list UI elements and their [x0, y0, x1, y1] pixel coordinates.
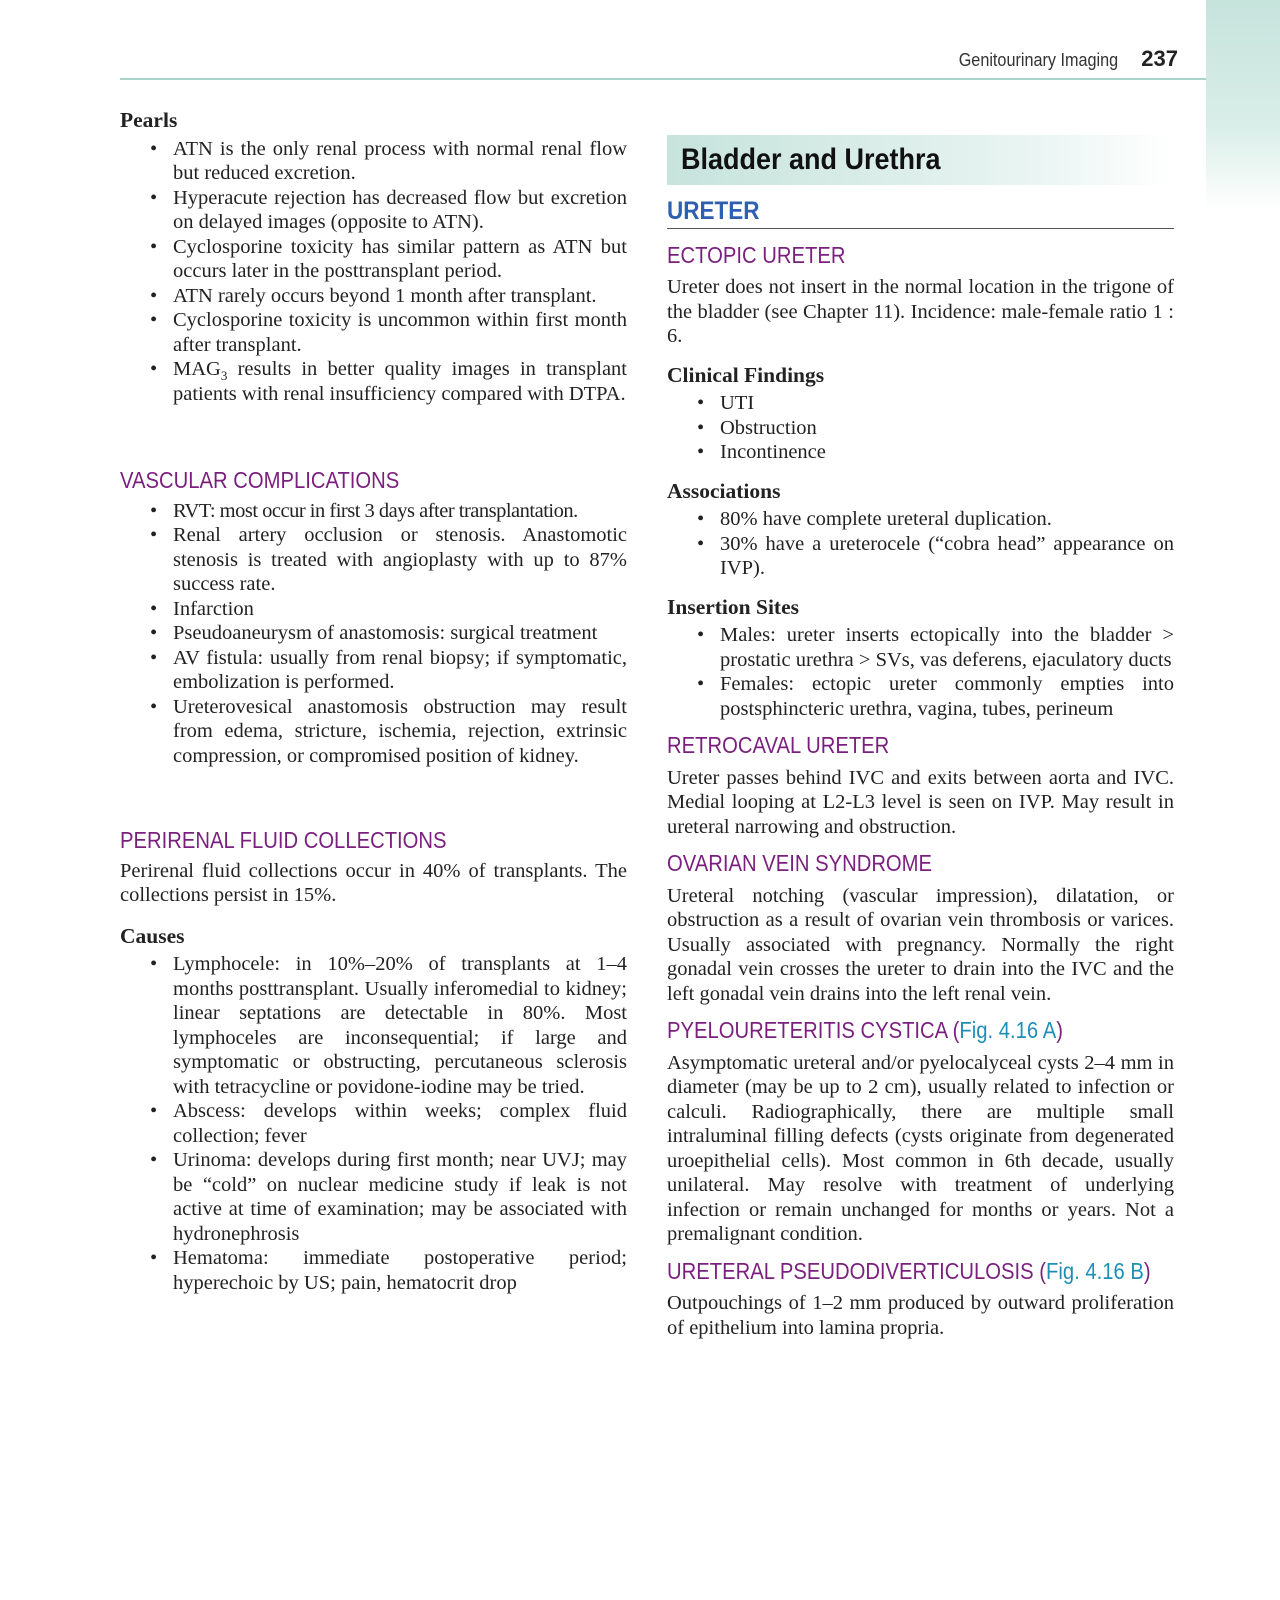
list-item: • 30% have a ureterocele (“cobra head” appearance on IVP).: [720, 532, 1174, 581]
associations-heading: Associations: [667, 478, 781, 503]
list-item: • Renal artery occlusion or stenosis. Anastomotic stenosis is treated with angioplasty with up to 87% success rate.: [173, 523, 627, 597]
paren-open: (: [1033, 1257, 1047, 1284]
chapter-title: Bladder and Urethra: [681, 143, 941, 176]
ureter-heading-text: URETER: [667, 197, 760, 225]
running-header-section: Genitourinary Imaging: [958, 50, 1118, 70]
chapter-title-bar: [667, 135, 1174, 185]
pearls-heading: Pearls: [120, 108, 178, 132]
list-item: • Urinoma: develops during first month; near UVJ; may be “cold” on nuclear medicine study if leak is not active at time of examination; may be associated with hydronephrosis: [173, 1148, 627, 1246]
running-header: [120, 46, 1206, 80]
ectopic-ureter-text: Ureter does not insert in the normal location in the trigone of the bladder (see Chapter 11). Incidence: male-female ratio 1 : 6.: [667, 276, 1174, 347]
retrocaval-ureter-heading: RETROCAVAL URETER: [667, 732, 890, 758]
left-column: [120, 108, 627, 1295]
causes-list: [120, 952, 627, 1295]
retrocaval-ureter-text: Ureter passes behind IVC and exits between aorta and IVC. Medial looping at L2-L3 level is seen on IVP. May result in ureteral narrowing and obstruction.: [667, 766, 1174, 838]
list-item: • AV fistula: usually from renal biopsy; if symptomatic, embolization is performed.: [173, 646, 627, 695]
vascular-complications-heading: VASCULAR COMPLICATIONS: [120, 467, 400, 493]
list-item: • Lymphocele: in 10%–20% of transplants at 1–4 months posttransplant. Usually inferomedial to kidney; linear septations are detectable in 80%. Most lymphoceles are inconsequential; if large and symptomatic or obstructing, percutaneous sclerosis with tetracycline or povidone-iodine may be tried.: [173, 952, 627, 1099]
list-item: • Ureterovesical anastomosis obstruction may result from edema, stricture, ischemia, rejection, extrinsic compression, or compromised position of kidney.: [173, 695, 627, 769]
paren-close: ): [1143, 1257, 1151, 1284]
paren-open: (: [947, 1017, 960, 1043]
paren-close: ): [1056, 1017, 1063, 1043]
ovarian-vein-syndrome-heading: OVARIAN VEIN SYNDROME: [667, 850, 933, 876]
mag3-subscript: 3: [220, 368, 228, 384]
list-item: • Obstruction: [720, 416, 1174, 441]
clinical-findings-heading: Clinical Findings: [667, 362, 825, 387]
pyeloureteritis-heading: [667, 1018, 1113, 1043]
list-item: • Hyperacute rejection has decreased flow but excretion on delayed images (opposite to ATN).: [173, 186, 627, 235]
pyeloureteritis-title: PYELOURETERITIS CYSTICA: [667, 1017, 948, 1043]
perirenal-text: Perirenal fluid collections occur in 40% of transplants. The collections persist in 15%.: [120, 859, 627, 906]
list-item: • Hematoma: immediate postoperative period; hyperechoic by US; pain, hematocrit drop: [173, 1246, 627, 1295]
perirenal-heading: PERIRENAL FLUID COLLECTIONS: [120, 827, 447, 853]
right-column: [667, 135, 1174, 1340]
mag3-prefix: MAG: [173, 358, 221, 380]
pseudodiverticulosis-heading: [667, 1257, 1151, 1284]
list-item: • RVT: most occur in first 3 days after transplantation.: [173, 499, 627, 524]
list-item: • ATN rarely occurs beyond 1 month after transplant.: [173, 284, 627, 309]
list-item: • Cyclosporine toxicity has similar pattern as ATN but occurs later in the posttransplant period.: [173, 235, 627, 284]
list-item: • UTI: [720, 391, 1174, 416]
list-item: [173, 357, 627, 406]
causes-heading: Causes: [120, 923, 185, 948]
list-item: • Cyclosporine toxicity is uncommon within first month after transplant.: [173, 308, 627, 357]
insertion-sites-heading: Insertion Sites: [667, 594, 799, 619]
pearls-list: [120, 137, 627, 407]
list-item: • Infarction: [173, 597, 627, 622]
insertion-sites-list: [667, 623, 1174, 721]
ureter-heading: [667, 199, 1174, 229]
page-number: 237: [1141, 46, 1178, 71]
ovarian-vein-syndrome-text: Ureteral notching (vascular impression), dilatation, or obstruction as a result of ovarian vein thrombosis or varices. Usually associated with pregnancy. Normally the right gonadal vein crosses the ureter to drain into the IVC and the left gonadal vein drains into the left renal vein.: [667, 884, 1174, 1005]
ectopic-ureter-heading: ECTOPIC URETER: [667, 241, 846, 268]
pyeloureteritis-text: Asymptomatic ureteral and/or pyelocalyceal cysts 2–4 mm in diameter (may be up to 2 cm), usually related to infection or calculi. Radiographically, there are multiple small intraluminal filling defects (cysts originate from degenerated uroepithelial cells). Most common in 6th decade, usually unilateral. May resolve with treatment of underlying infection or remain unchanged for months or years. Not a premalignant condition.: [667, 1051, 1174, 1245]
list-item: • Pseudoaneurysm of anastomosis: surgical treatment: [173, 621, 627, 646]
list-item: • Males: ureter inserts ectopically into the bladder > prostatic urethra > SVs, vas deferens, ejaculatory ducts: [720, 623, 1174, 672]
figure-link[interactable]: Fig. 4.16 A: [959, 1017, 1057, 1043]
pseudodiverticulosis-title: URETERAL PSEUDODIVERTICULOSIS: [667, 1257, 1034, 1284]
list-item: • ATN is the only renal process with normal renal flow but reduced excretion.: [173, 137, 627, 186]
pseudodiverticulosis-text: Outpouchings of 1–2 mm produced by outward proliferation of epithelium into lamina propria.: [667, 1292, 1174, 1339]
figure-link[interactable]: Fig. 4.16 B: [1046, 1257, 1144, 1284]
list-item: • Females: ectopic ureter commonly empties into postsphincteric urethra, vagina, tubes, perineum: [720, 672, 1174, 721]
vascular-list: [120, 499, 627, 769]
list-item: • Abscess: develops within weeks; complex fluid collection; fever: [173, 1099, 627, 1148]
clinical-findings-list: [667, 391, 1174, 465]
list-item: • Incontinence: [720, 440, 1174, 465]
mag3-text: results in better quality images in transplant patients with renal insufficiency compared with DTPA.: [173, 358, 627, 405]
associations-list: [667, 507, 1174, 581]
list-item: • 80% have complete ureteral duplication.: [720, 507, 1174, 532]
chapter-tab: [1206, 0, 1280, 210]
